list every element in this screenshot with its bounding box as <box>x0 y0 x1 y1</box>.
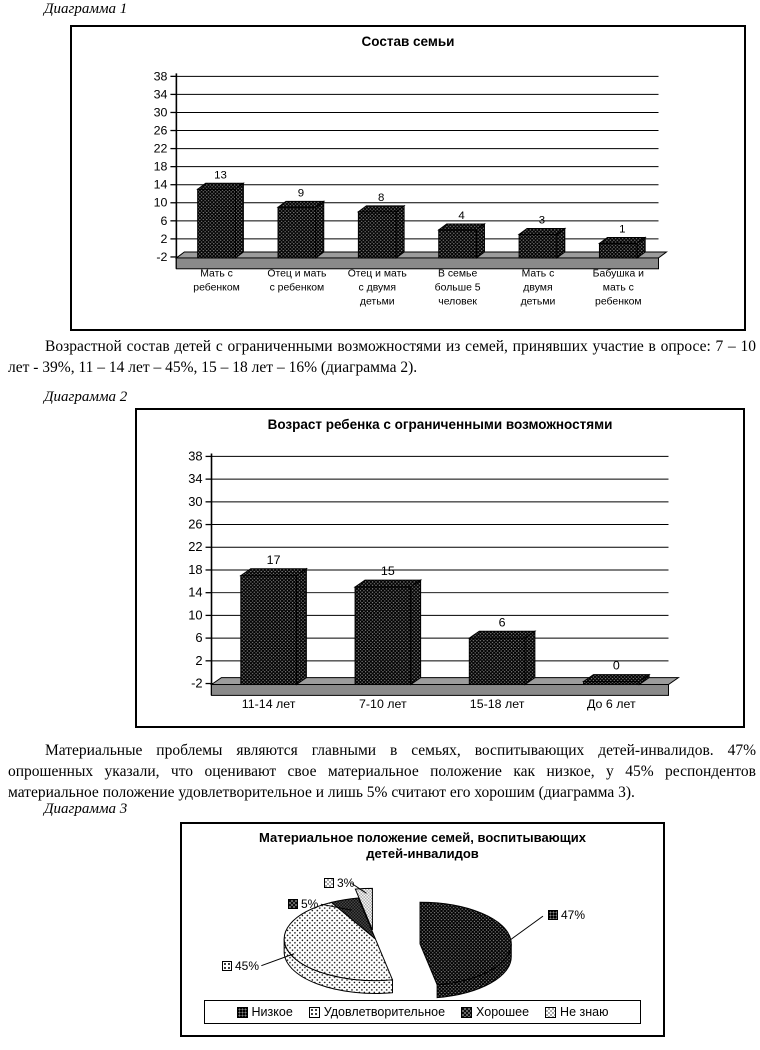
svg-text:30: 30 <box>153 105 168 120</box>
ne-znayu-marker-icon <box>324 878 334 888</box>
chart2-title: Возраст ребенка с ограниченными возможностями <box>267 417 613 432</box>
legend-marker-icon <box>237 1007 248 1018</box>
bar-0 <box>241 569 307 685</box>
svg-text:14: 14 <box>188 584 203 600</box>
svg-text:6: 6 <box>195 630 203 646</box>
svg-text:9: 9 <box>297 187 305 200</box>
legend-marker-icon <box>309 1007 320 1018</box>
svg-text:34: 34 <box>153 87 168 102</box>
nizkoe-marker-icon <box>548 910 558 920</box>
svg-text:ребенком: ребенком <box>193 282 240 294</box>
svg-text:-2: -2 <box>191 675 203 691</box>
legend-marker-icon <box>461 1007 472 1018</box>
pie-callout-ne-znayu <box>324 876 354 890</box>
svg-text:2: 2 <box>195 652 203 668</box>
chart2-plot-area <box>137 410 743 726</box>
pie-callout-nizkoe <box>548 908 585 922</box>
legend-item-udovletvoritelnoe <box>301 1005 453 1019</box>
svg-text:6: 6 <box>160 213 168 228</box>
svg-text:Мать с: Мать с <box>521 268 555 280</box>
svg-text:0: 0 <box>612 658 620 673</box>
svg-text:6: 6 <box>498 615 506 630</box>
svg-text:26: 26 <box>153 123 168 138</box>
bar-2 <box>469 631 535 684</box>
svg-text:До 6 лет: До 6 лет <box>587 697 636 712</box>
legend-item-ne-znayu <box>537 1005 616 1019</box>
chart1-plot-area <box>72 27 744 329</box>
legend-label: Удовлетворительное <box>323 1005 446 1019</box>
svg-text:18: 18 <box>153 159 168 174</box>
svg-text:14: 14 <box>153 177 168 192</box>
legend-label: Низкое <box>251 1005 293 1019</box>
svg-text:-2: -2 <box>156 249 168 264</box>
bar-2 <box>358 206 404 258</box>
bar-3 <box>584 675 650 685</box>
svg-text:двумя: двумя <box>523 282 553 294</box>
floor <box>176 252 666 269</box>
svg-text:8: 8 <box>378 191 385 204</box>
svg-text:Отец и мать: Отец и мать <box>267 268 327 280</box>
svg-text:4: 4 <box>458 210 465 222</box>
chart1-title: Состав семьи <box>361 34 455 49</box>
pie-plot-area <box>182 854 663 1000</box>
paragraph-material-problems: Материальные проблемы являются главными в семьях, воспитывающих детей-инвалидов. 47% опрошенных указали, что оценивают свое материальное положение как низкое, у 45% респондентов материальное положение удовлетворительное и лишь 5% считают его хорошим (диаграмма 3). <box>8 742 756 801</box>
svg-text:34: 34 <box>188 471 203 487</box>
svg-text:11-14 лет: 11-14 лет <box>241 697 296 712</box>
pie-callout-horoshee <box>288 897 318 911</box>
svg-text:22: 22 <box>153 141 168 156</box>
svg-text:Отец и мать: Отец и мать <box>347 268 407 280</box>
legend-label: Не знаю <box>560 1005 609 1019</box>
svg-text:38: 38 <box>188 448 203 464</box>
diagram3-caption: Диаграмма 3 <box>44 801 128 817</box>
chart3-title-line2: детей-инвалидов <box>366 846 479 861</box>
pie-legend <box>204 1000 641 1024</box>
paragraph-age-distribution: Возрастной состав детей с ограниченными возможностями из семей, принявших участие в опросе: 7 – 10 лет - 39%, 11 – 14 лет – 45%, 15 – 18 лет – 16% (диаграмма 2). <box>8 338 756 376</box>
pie-callout-label: 5% <box>301 897 319 911</box>
svg-text:человек: человек <box>438 296 477 308</box>
svg-text:мать с: мать с <box>602 282 634 294</box>
legend-marker-icon <box>545 1007 556 1018</box>
svg-text:10: 10 <box>153 195 168 210</box>
svg-text:10: 10 <box>188 607 203 623</box>
chart1-family-composition-frame <box>70 25 746 331</box>
svg-text:детьми: детьми <box>359 296 395 308</box>
svg-text:Бабушка и: Бабушка и <box>592 268 644 280</box>
diagram2-caption: Диаграмма 2 <box>44 389 128 405</box>
svg-text:17: 17 <box>266 552 281 567</box>
svg-text:15: 15 <box>380 564 395 579</box>
svg-text:детьми: детьми <box>520 296 556 308</box>
pie-callout-label: 45% <box>235 959 260 973</box>
chart3-material-status-frame <box>180 822 665 1037</box>
legend-label: Хорошее <box>476 1005 530 1019</box>
svg-text:с ребенком: с ребенком <box>269 282 325 294</box>
legend-item-nizkoe <box>229 1005 301 1019</box>
legend-item-horoshee <box>453 1005 537 1019</box>
svg-text:2: 2 <box>160 231 168 246</box>
svg-text:22: 22 <box>188 539 203 555</box>
svg-text:1: 1 <box>619 223 626 236</box>
svg-text:В семье: В семье <box>437 268 478 280</box>
bar-1 <box>355 580 421 684</box>
bar-5 <box>599 237 645 257</box>
svg-text:18: 18 <box>188 561 203 577</box>
svg-text:30: 30 <box>188 493 203 509</box>
svg-text:7-10 лет: 7-10 лет <box>359 697 407 712</box>
pie-callout-label: 47% <box>561 908 586 922</box>
diagram1-caption: Диаграмма 1 <box>44 1 128 17</box>
bar-4 <box>519 228 565 257</box>
svg-text:38: 38 <box>153 69 168 84</box>
svg-text:15-18 лет: 15-18 лет <box>469 697 525 712</box>
svg-text:13: 13 <box>214 169 227 182</box>
svg-text:больше 5: больше 5 <box>434 282 481 294</box>
chart2-child-age-frame <box>135 408 745 728</box>
svg-text:Мать с: Мать с <box>200 268 233 280</box>
svg-text:26: 26 <box>188 516 203 532</box>
udovletvoritelnoe-marker-icon <box>222 961 232 971</box>
bar-3 <box>439 224 485 258</box>
chart3-title-line1: Материальное положение семей, воспитывающих <box>259 830 586 845</box>
horoshee-marker-icon <box>288 899 298 909</box>
pie-callout-label: 3% <box>337 876 355 890</box>
svg-text:ребенком: ребенком <box>595 296 642 308</box>
svg-text:с двумя: с двумя <box>358 282 396 294</box>
bar-0 <box>198 183 244 258</box>
svg-text:3: 3 <box>538 214 546 227</box>
bar-1 <box>278 201 324 258</box>
pie-callout-udovletvoritelnoe <box>222 959 259 973</box>
